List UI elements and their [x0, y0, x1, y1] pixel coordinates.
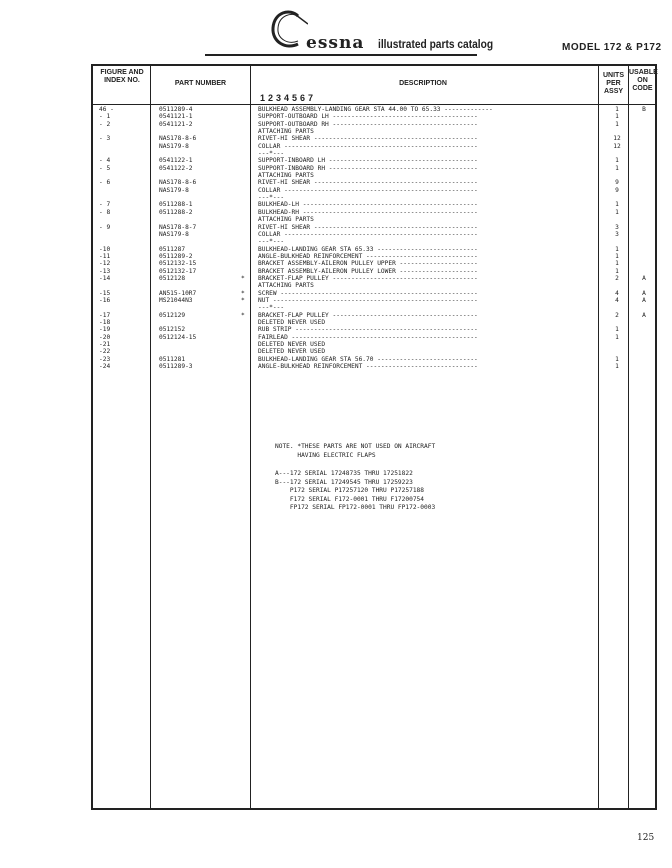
description: BULKHEAD-LANDING GEAR STA 65.33 --------------------------- — [258, 245, 478, 253]
header-indent-digits: 1234567 — [260, 93, 317, 103]
electric-flap-marker: * — [241, 296, 245, 304]
figure-index: -13 — [99, 267, 111, 275]
table-row — [93, 150, 655, 157]
electric-flap-marker: * — [241, 311, 245, 319]
description: BULKHEAD-LANDING GEAR STA 56.70 --------------------------- — [258, 355, 478, 363]
table-row — [93, 201, 655, 208]
part-number: NAS178-8-6 — [159, 179, 197, 187]
usable-code: A — [642, 274, 646, 282]
parts-table — [91, 64, 657, 810]
part-number: AN515-10R7 — [159, 289, 197, 297]
units-per-assy: 9 — [615, 186, 619, 194]
units-per-assy: 1 — [615, 252, 619, 260]
part-number: 0541122-1 — [159, 157, 193, 165]
description: ---*--- — [258, 194, 285, 202]
cessna-logo-icon — [268, 6, 308, 52]
units-per-assy: 1 — [615, 208, 619, 216]
part-number: 0511287 — [159, 245, 186, 253]
table-row — [93, 268, 655, 275]
part-number: MS21044N3 — [159, 296, 193, 304]
figure-index: -22 — [99, 348, 111, 356]
figure-index: - 3 — [99, 135, 111, 143]
table-row — [93, 282, 655, 289]
units-per-assy: 1 — [615, 106, 619, 113]
table-row — [93, 290, 655, 297]
figure-index: - 2 — [99, 120, 111, 128]
table-row — [93, 179, 655, 186]
table-row — [93, 363, 655, 370]
description: COLLAR ---------------------------------------------------- — [258, 186, 478, 194]
part-number: NAS178-8-7 — [159, 223, 197, 231]
description: FAIRLEAD -------------------------------------------------- — [258, 333, 478, 341]
table-row — [93, 106, 655, 113]
table-row — [93, 121, 655, 128]
logo-wordmark: essna — [306, 33, 365, 53]
part-number: NAS178-8-6 — [159, 135, 197, 143]
figure-index: -21 — [99, 341, 111, 348]
units-per-assy: 1 — [615, 164, 619, 172]
description: ANGLE-BULKHEAD REINFORCEMENT ------------------------------ — [258, 363, 478, 371]
description: BULKHEAD-RH ----------------------------------------------- — [258, 208, 478, 216]
description: ATTACHING PARTS — [258, 282, 314, 290]
table-row — [93, 348, 655, 355]
figure-index: -11 — [99, 252, 111, 260]
table-row — [93, 334, 655, 341]
units-per-assy: 1 — [615, 157, 619, 165]
units-per-assy: 1 — [615, 245, 619, 253]
electric-flap-marker: * — [241, 274, 245, 282]
note-text: NOTE. *THESE PARTS ARE NOT USED ON AIRCRAFT HAVING ELECTRIC FLAPS — [275, 443, 436, 459]
header-figure: FIGURE AND INDEX NO. — [100, 69, 144, 84]
table-row — [93, 157, 655, 164]
description: RIVET-HI SHEAR -------------------------------------------- — [258, 135, 478, 143]
units-per-assy: 4 — [615, 296, 619, 304]
part-number: NAS179-8 — [159, 186, 189, 194]
table-header — [93, 66, 658, 105]
units-per-assy: 4 — [615, 289, 619, 297]
description: SUPPORT-OUTBOARD LH --------------------------------------- — [258, 113, 478, 121]
header-rule — [205, 54, 477, 56]
header-part-number: PART NUMBER — [174, 80, 227, 87]
units-per-assy: 3 — [615, 223, 619, 231]
description: RUB STRIP ------------------------------------------------- — [258, 326, 478, 334]
description: DELETED NEVER USED — [258, 318, 326, 326]
usable-code: A — [642, 311, 646, 319]
part-number: 0511288-2 — [159, 208, 193, 216]
figure-index: - 6 — [99, 179, 111, 187]
catalog-title: illustrated parts catalog — [378, 37, 494, 51]
table-row — [93, 209, 655, 216]
description: ---*--- — [258, 150, 285, 158]
header-units: UNITS PER ASSY — [603, 72, 624, 95]
figure-index: - 5 — [99, 164, 111, 172]
description: BRACKET-FLAP PULLEY --------------------------------------- — [258, 274, 478, 282]
table-row — [93, 341, 655, 348]
units-per-assy: 1 — [615, 120, 619, 128]
figure-index: - 4 — [99, 157, 111, 165]
usable-code: A — [642, 296, 646, 304]
units-per-assy: 1 — [615, 363, 619, 371]
figure-index: -14 — [99, 274, 111, 282]
figure-index: -19 — [99, 326, 111, 334]
table-row — [93, 165, 655, 172]
table-row — [93, 356, 655, 363]
part-number: 0512128 — [159, 274, 186, 282]
table-row — [93, 238, 655, 245]
model-label: MODEL 172 & P172 — [562, 42, 662, 53]
figure-index: - 9 — [99, 223, 111, 231]
units-per-assy: 2 — [615, 274, 619, 282]
units-per-assy: 1 — [615, 267, 619, 275]
table-row — [93, 113, 655, 120]
usable-code: A — [642, 289, 646, 297]
description: BULKHEAD-LH ----------------------------------------------- — [258, 201, 478, 209]
description: NUT ------------------------------------------------------- — [258, 296, 478, 304]
header-usable: USABLE ON CODE — [629, 69, 658, 92]
figure-index: - 7 — [99, 201, 111, 209]
description: ANGLE-BULKHEAD REINFORCEMENT ------------------------------ — [258, 252, 478, 260]
description: ---*--- — [258, 238, 285, 246]
table-row — [93, 143, 655, 150]
table-row — [93, 231, 655, 238]
header-description: DESCRIPTION — [399, 80, 447, 87]
table-row — [93, 172, 655, 179]
table-row — [93, 319, 655, 326]
part-number: NAS179-8 — [159, 142, 189, 150]
description: BRACKET-FLAP PULLEY --------------------------------------- — [258, 311, 478, 319]
description: ATTACHING PARTS — [258, 128, 314, 136]
table-row — [93, 216, 655, 223]
figure-index: - 8 — [99, 208, 111, 216]
notes-block — [275, 443, 435, 513]
part-number: NAS179-8 — [159, 230, 189, 238]
description: COLLAR ---------------------------------------------------- — [258, 230, 478, 238]
part-number: 0511289-3 — [159, 363, 193, 371]
table-row — [93, 260, 655, 267]
figure-index: -18 — [99, 318, 111, 326]
part-number: 0512124-15 — [159, 333, 197, 341]
part-number: 0541121-1 — [159, 113, 193, 121]
table-row — [93, 187, 655, 194]
part-number: 0511281 — [159, 355, 186, 363]
figure-index: -15 — [99, 289, 111, 297]
units-per-assy: 2 — [615, 311, 619, 319]
usable-code: B — [642, 106, 646, 113]
figure-index: -17 — [99, 311, 111, 319]
description: COLLAR ---------------------------------------------------- — [258, 142, 478, 150]
description: SCREW ----------------------------------------------------- — [258, 289, 478, 297]
table-row — [93, 135, 655, 142]
part-number: 0511289-4 — [159, 106, 193, 113]
description: DELETED NEVER USED — [258, 348, 326, 356]
part-number: 0541122-2 — [159, 164, 193, 172]
table-body — [93, 106, 655, 370]
units-per-assy: 1 — [615, 113, 619, 121]
table-row — [93, 246, 655, 253]
description: RIVET-HI SHEAR -------------------------------------------- — [258, 223, 478, 231]
figure-index: -23 — [99, 355, 111, 363]
figure-index: -16 — [99, 296, 111, 304]
table-row — [93, 312, 655, 319]
table-row — [93, 326, 655, 333]
page-number: 125 — [637, 833, 655, 843]
description: RIVET-HI SHEAR -------------------------------------------- — [258, 179, 478, 187]
page-header — [0, 0, 672, 64]
table-row — [93, 128, 655, 135]
part-number: 0511289-2 — [159, 252, 193, 260]
description: ---*--- — [258, 304, 285, 312]
part-number: 0511288-1 — [159, 201, 193, 209]
figure-index: -20 — [99, 333, 111, 341]
units-per-assy: 1 — [615, 326, 619, 334]
description: BRACKET ASSEMBLY-AILERON PULLEY UPPER --------------------- — [258, 260, 478, 268]
description: ATTACHING PARTS — [258, 216, 314, 224]
part-number: 0512132-17 — [159, 267, 197, 275]
electric-flap-marker: * — [241, 289, 245, 297]
figure-index: 46 - — [99, 106, 114, 113]
usable-code-legend: A---172 SERIAL 17248735 THRU 17251822 B---172 SERIAL 17249545 THRU 17259223 P172 SERIAL P17257120 THRU P17257188 F172 SERIAL F172-0001 THRU F17200754 FP172 SERIAL FP172-0001 THRU FP172-0003 — [275, 470, 436, 511]
units-per-assy: 1 — [615, 333, 619, 341]
figure-index: -12 — [99, 260, 111, 268]
units-per-assy: 1 — [615, 260, 619, 268]
description: DELETED NEVER USED — [258, 341, 326, 348]
figure-index: -24 — [99, 363, 111, 371]
part-number: 0512129 — [159, 311, 186, 319]
description: ATTACHING PARTS — [258, 172, 314, 180]
description: BRACKET ASSEMBLY-AILERON PULLEY LOWER --------------------- — [258, 267, 478, 275]
part-number: 0512152 — [159, 326, 186, 334]
units-per-assy: 3 — [615, 230, 619, 238]
figure-index: - 1 — [99, 113, 111, 121]
units-per-assy: 9 — [615, 179, 619, 187]
units-per-assy: 12 — [613, 142, 621, 150]
table-row — [93, 194, 655, 201]
table-row — [93, 275, 655, 282]
units-per-assy: 12 — [613, 135, 621, 143]
units-per-assy: 1 — [615, 201, 619, 209]
table-row — [93, 304, 655, 311]
units-per-assy: 1 — [615, 355, 619, 363]
description: SUPPORT-OUTBOARD RH --------------------------------------- — [258, 120, 478, 128]
table-row — [93, 253, 655, 260]
table-row — [93, 297, 655, 304]
table-row — [93, 224, 655, 231]
description: BULKHEAD ASSEMBLY-LANDING GEAR STA 44.00 TO 65.33 ------------- — [258, 106, 493, 113]
part-number: 0512132-15 — [159, 260, 197, 268]
description: SUPPORT-INBOARD RH ---------------------------------------- — [258, 164, 478, 172]
figure-index: -10 — [99, 245, 111, 253]
part-number: 0541121-2 — [159, 120, 193, 128]
description: SUPPORT-INBOARD LH ---------------------------------------- — [258, 157, 478, 165]
